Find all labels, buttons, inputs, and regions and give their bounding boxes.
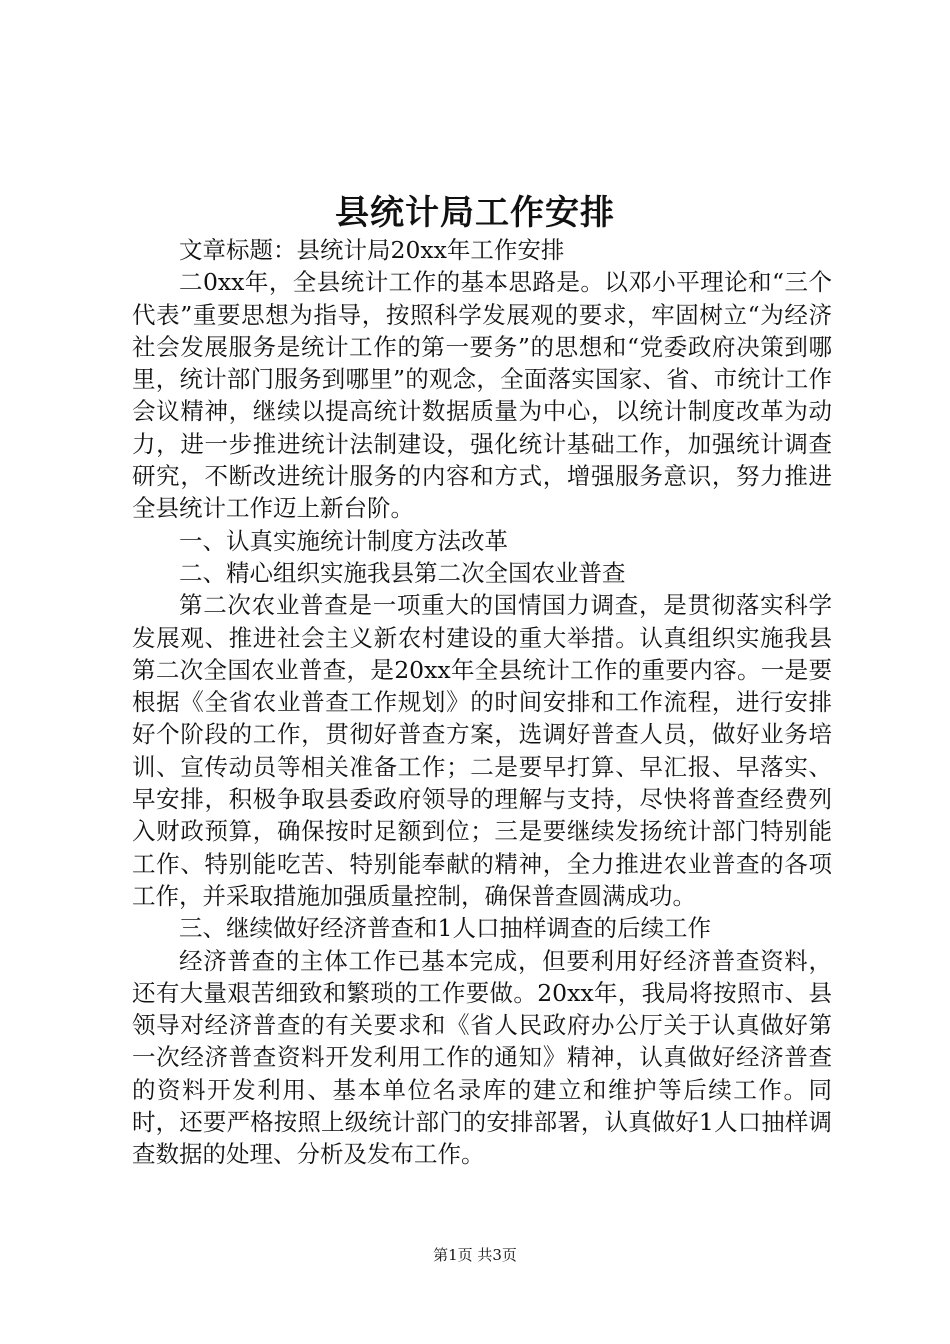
section-heading-1: 一、认真实施统计制度方法改革: [179, 526, 508, 555]
paragraph-economic-census: 经济普查的主体工作已基本完成，但要利用好经济普查资料，还有大量艰苦细致和繁琐的工作要做。20xx年，我局将按照市、县领导对经济普查的有关要求和《省人民政府办公厅关于认真做好第一次经济普查资料开发利用工作的通知》精神，认真做好经济普查的资料开发利用、基本单位名录库的建立和维护等后续工作。同时，还要严格按照上级统计部门的安排部署，认真做好1人口抽样调查数据的处理、分析及发布工作。: [132, 946, 832, 1169]
article-title-line: 文章标题：县统计局20xx年工作安排: [179, 236, 565, 264]
page-footer: 第1页 共3页: [433, 1246, 517, 1264]
document-title: 县统计局工作安排: [335, 193, 615, 233]
paragraph-agriculture-census: 第二次农业普查是一项重大的国情国力调查，是贯彻落实科学发展观、推进社会主义新农村建设的重大举措。认真组织实施我县第二次全国农业普查，是20xx年全县统计工作的重要内容。一是要根据《全省农业普查工作规划》的时间安排和工作流程，进行安排好个阶段的工作，贯彻好普查方案，选调好普查人员，做好业务培训、宣传动员等相关准备工作；二是要早打算、早汇报、早落实、早安排，积极争取县委政府领导的理解与支持，尽快将普查经费列入财政预算，确保按时足额到位；三是要继续发扬统计部门特别能工作、特别能吃苦、特别能奉献的精神，全力推进农业普查的各项工作，并采取措施加强质量控制，确保普查圆满成功。: [132, 591, 832, 910]
section-heading-2: 二、精心组织实施我县第二次全国农业普查: [179, 558, 626, 587]
paragraph-intro: 二0xx年，全县统计工作的基本思路是。以邓小平理论和“三个代表”重要思想为指导，按照科学发展观的要求，牢固树立“为经济社会发展服务是统计工作的第一要务”的思想和“党委政府决策到哪里，统计部门服务到哪里”的观念，全面落实国家、省、市统计工作会议精神，继续以提高统计数据质量为中心，以统计制度改革为动力，进一步推进统计法制建设，强化统计基础工作，加强统计调查研究，不断改进统计服务的内容和方式，增强服务意识，努力推进全县统计工作迈上新台阶。: [132, 268, 832, 523]
document-body: [132, 234, 832, 1171]
section-heading-3: 三、继续做好经济普查和1人口抽样调查的后续工作: [179, 914, 711, 943]
